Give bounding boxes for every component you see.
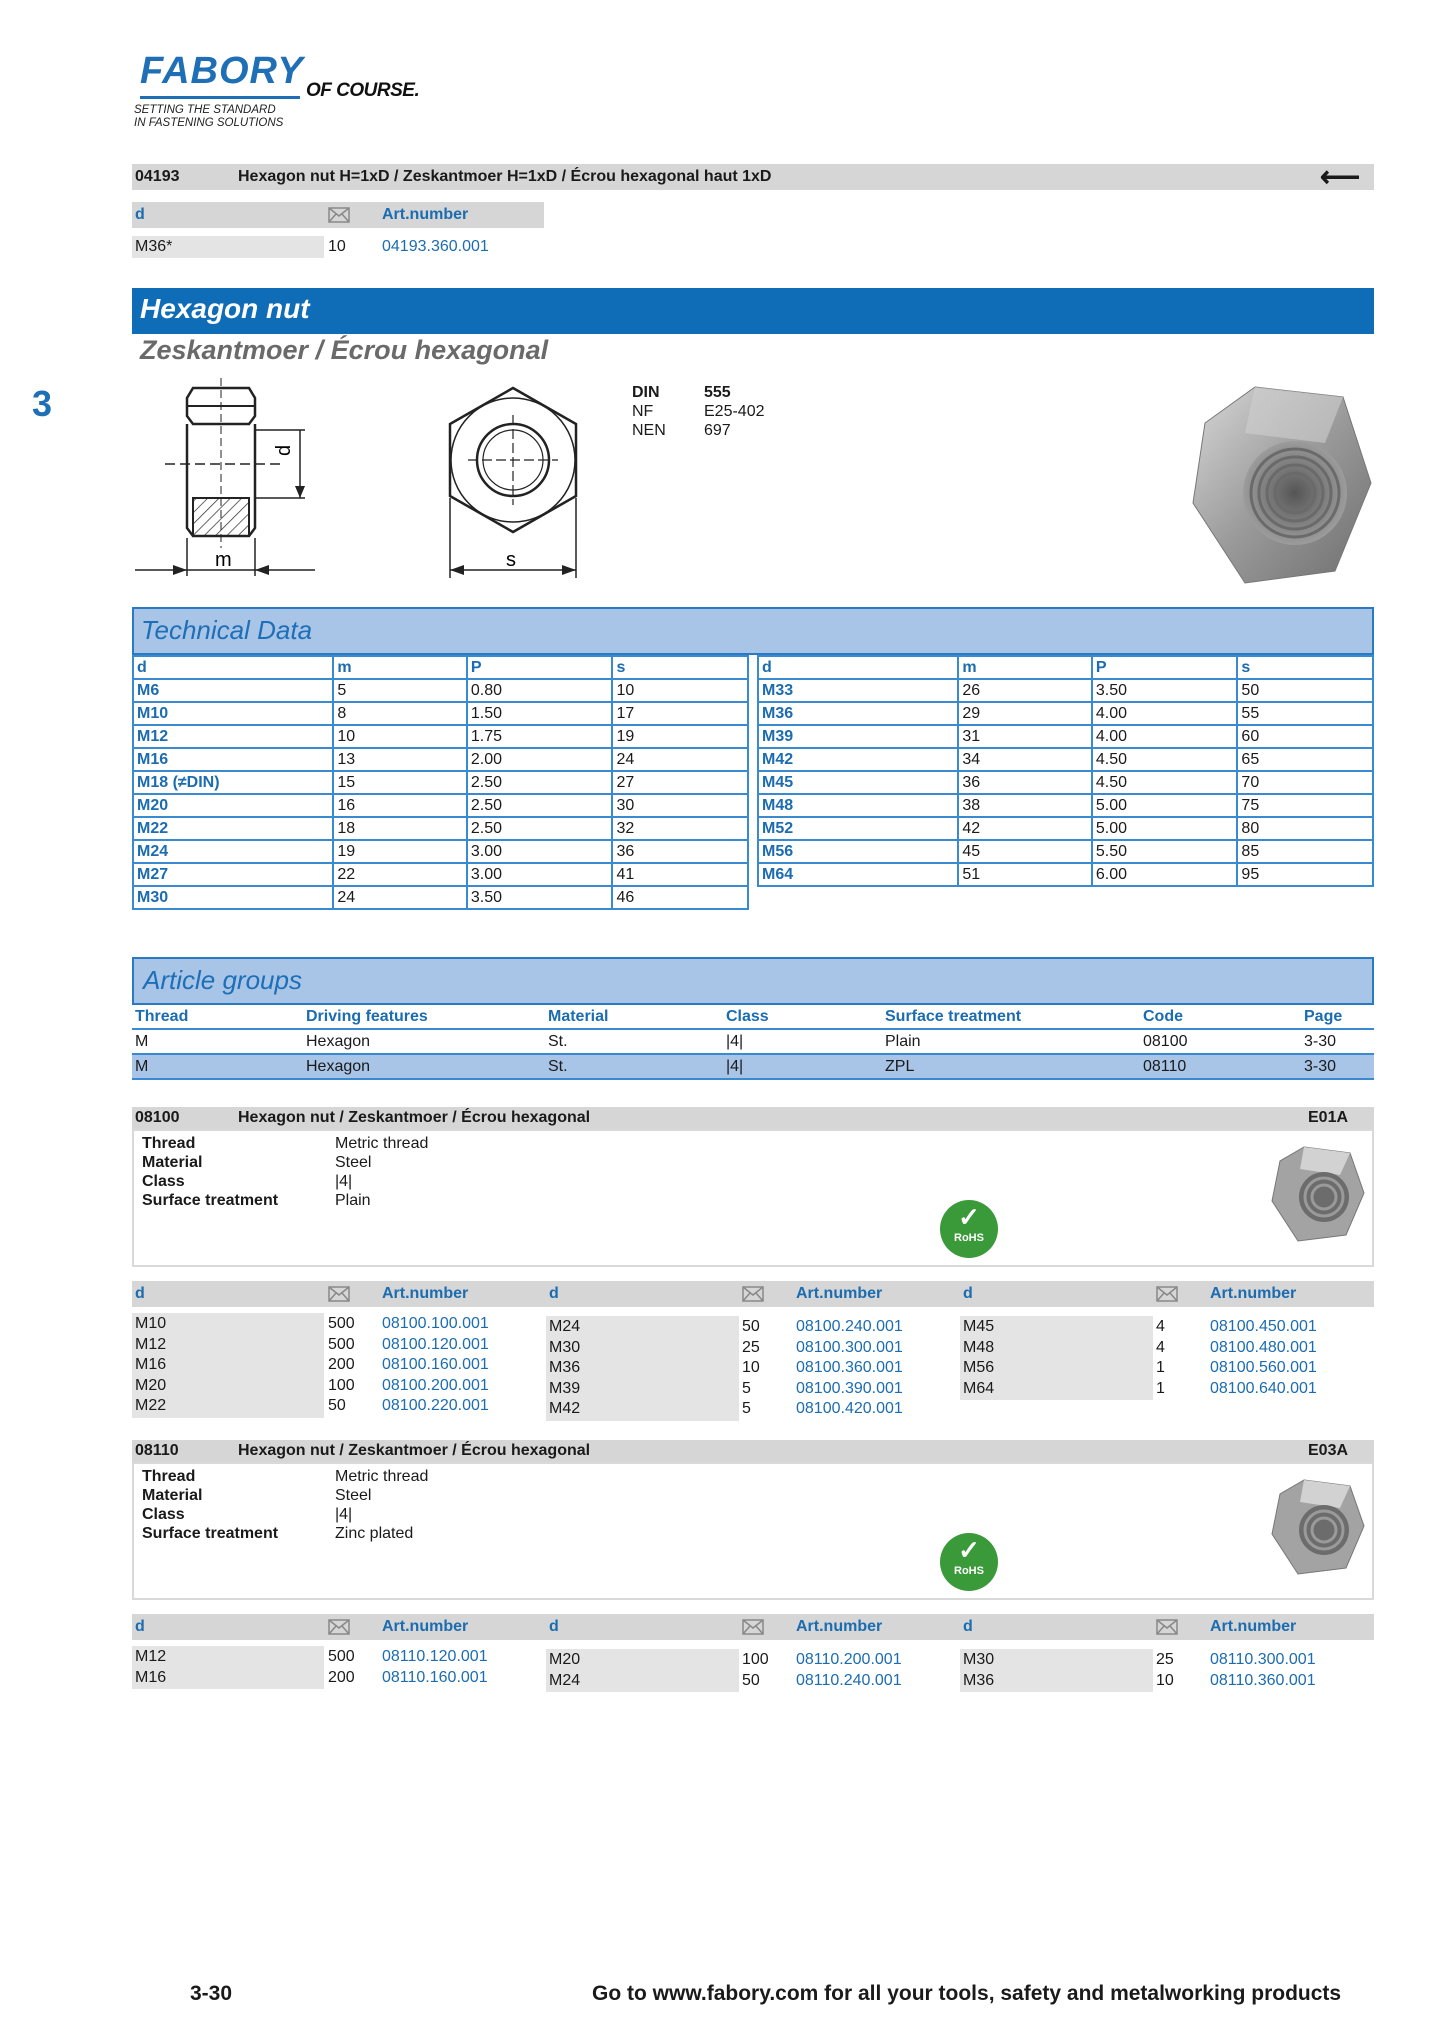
product-title: Hexagon nut / Zeskantmoer / Écrou hexagonal: [238, 1109, 591, 1126]
product-prop-label: Class: [142, 1506, 185, 1523]
listing-d: M24: [549, 1318, 581, 1335]
thread-size-cell: M16: [133, 748, 333, 771]
article-number-link[interactable]: 08110.120.001: [382, 1648, 488, 1665]
value-cell: 2.50: [467, 794, 613, 817]
standard-nf: NF E25-402: [632, 403, 765, 420]
standards-list: [632, 383, 765, 440]
check-icon: ✓: [958, 1202, 980, 1232]
value-cell: 10: [333, 725, 467, 748]
technical-data-col-header: d: [758, 656, 958, 679]
rohs-badge: [940, 1533, 998, 1591]
technical-data-row: [758, 840, 1373, 863]
value-cell: 42: [958, 817, 1092, 840]
product-prop-label: Thread: [142, 1135, 196, 1152]
product-prop-value: Plain: [335, 1192, 371, 1209]
value-cell: 8: [333, 702, 467, 725]
value-cell: 13: [333, 748, 467, 771]
article-groups-header-row: [132, 1005, 1374, 1029]
top-product-title: Hexagon nut H=1xD / Zeskantmoer H=1xD / Écrou hexagonal haut 1xD: [238, 168, 772, 185]
article-groups-table: [132, 1005, 1374, 1080]
product-ref: E01A: [1308, 1109, 1349, 1126]
listing-d: M39: [549, 1379, 581, 1397]
logo-underline: [140, 96, 300, 99]
article-group-cell: M: [132, 1054, 303, 1079]
value-cell: 0.80: [467, 679, 613, 702]
article-group-cell: |4|: [723, 1054, 882, 1079]
article-group-cell: 08110: [1140, 1054, 1301, 1079]
listing-qty: 500: [328, 1315, 355, 1332]
technical-data-row: [758, 679, 1373, 702]
value-cell: 29: [958, 702, 1092, 725]
article-group-cell: M: [132, 1029, 303, 1054]
value-cell: 75: [1237, 794, 1373, 817]
listing-col-header-d: d: [135, 1618, 145, 1635]
technical-data-row: [133, 679, 748, 702]
top-row-art-link[interactable]: 04193.360.001: [382, 238, 489, 255]
technical-data-row: [758, 794, 1373, 817]
value-cell: 3.50: [1092, 679, 1238, 702]
thread-size-cell: M36: [758, 702, 958, 725]
hex-nut-thumbnail: [1270, 1476, 1366, 1576]
listing-d: M20: [549, 1651, 581, 1668]
article-groups-header: [132, 957, 1374, 1005]
product-prop-value: Metric thread: [335, 1468, 429, 1485]
thread-size-cell: M10: [133, 702, 333, 725]
standard-din: DIN 555: [632, 384, 731, 401]
listing-d: M16: [135, 1356, 167, 1373]
value-cell: 65: [1237, 748, 1373, 771]
drawing-label-m: m: [215, 549, 232, 571]
footer-text: Go to www.fabory.com for all your tools, safety and metalworking products: [592, 1982, 1342, 2005]
article-number-link[interactable]: 08110.300.001: [1210, 1651, 1316, 1668]
product-prop-label: Thread: [142, 1468, 196, 1485]
product-prop-label: Material: [142, 1487, 203, 1504]
technical-data-row: [133, 748, 748, 771]
article-group-cell: 3-30: [1301, 1054, 1374, 1079]
top-row-d: M36*: [135, 238, 173, 255]
article-number-link[interactable]: 08100.450.001: [1210, 1318, 1317, 1335]
listing-d: M12: [135, 1648, 167, 1665]
value-cell: 31: [958, 725, 1092, 748]
product-title: Hexagon nut / Zeskantmoer / Écrou hexagonal: [238, 1442, 591, 1459]
value-cell: 1.75: [467, 725, 613, 748]
listing-qty: 200: [328, 1356, 355, 1373]
listing-col-header-d: d: [549, 1285, 559, 1302]
listing-col-header-d: d: [135, 1285, 145, 1302]
envelope-icon: [1156, 1286, 1178, 1302]
value-cell: 34: [958, 748, 1092, 771]
thread-size-cell: M18 (≠DIN): [133, 771, 333, 794]
product-prop-value: Steel: [335, 1154, 372, 1171]
value-cell: 36: [612, 840, 748, 863]
technical-data-row: [758, 748, 1373, 771]
nut-top-drawing: [428, 378, 598, 583]
value-cell: 19: [612, 725, 748, 748]
value-cell: 16: [333, 794, 467, 817]
value-cell: 2.50: [467, 771, 613, 794]
article-group-cell: St.: [545, 1029, 723, 1054]
value-cell: 95: [1237, 863, 1373, 886]
article-groups-col-header: Page: [1301, 1005, 1374, 1029]
value-cell: 45: [958, 840, 1092, 863]
value-cell: 2.50: [467, 817, 613, 840]
technical-data-col-header: P: [467, 656, 613, 679]
brand-logo: FABORY: [140, 50, 304, 92]
value-cell: 4.50: [1092, 771, 1238, 794]
listing-qty: 100: [328, 1376, 355, 1394]
listing-col-header-art: Art.number: [1210, 1285, 1297, 1302]
value-cell: 15: [333, 771, 467, 794]
listing-qty: 100: [742, 1651, 769, 1668]
technical-data-header: [132, 607, 1374, 655]
value-cell: 22: [333, 863, 467, 886]
value-cell: 41: [612, 863, 748, 886]
value-cell: 50: [1237, 679, 1373, 702]
technical-data-header-row: [758, 656, 1373, 679]
listing-d: M48: [963, 1338, 995, 1356]
product-prop-value: Steel: [335, 1487, 372, 1504]
listing-d: M30: [549, 1338, 581, 1356]
value-cell: 10: [612, 679, 748, 702]
value-cell: 4.00: [1092, 702, 1238, 725]
listing-qty: 500: [328, 1648, 355, 1665]
rohs-badge: [940, 1200, 998, 1258]
listing-qty: 25: [742, 1338, 760, 1356]
listing-d: M45: [963, 1318, 995, 1335]
listing-col-header-art: Art.number: [382, 1285, 469, 1302]
envelope-icon: [742, 1619, 764, 1635]
listing-qty: 10: [742, 1359, 760, 1376]
value-cell: 3.00: [467, 863, 613, 886]
technical-data-row: [133, 794, 748, 817]
logo-tagline: [134, 104, 283, 130]
thread-size-cell: M22: [133, 817, 333, 840]
technical-data-col-header: m: [333, 656, 467, 679]
value-cell: 5.50: [1092, 840, 1238, 863]
technical-data-header-row: [133, 656, 748, 679]
technical-data-col-header: s: [612, 656, 748, 679]
check-icon: ✓: [958, 1535, 980, 1565]
listing-qty: 25: [1156, 1651, 1174, 1668]
product-code: 08100: [135, 1109, 180, 1126]
technical-data-row: [133, 863, 748, 886]
listing-qty: 50: [328, 1397, 346, 1414]
technical-data-col-header: m: [958, 656, 1092, 679]
technical-data-row: [133, 725, 748, 748]
logo-slogan: OF COURSE.: [306, 80, 420, 101]
value-cell: 70: [1237, 771, 1373, 794]
technical-data-col-header: s: [1237, 656, 1373, 679]
product-prop-value: |4|: [335, 1173, 353, 1190]
technical-data-row: [133, 817, 748, 840]
listing-d: M24: [549, 1671, 581, 1689]
listing-qty: 4: [1156, 1318, 1165, 1335]
value-cell: 51: [958, 863, 1092, 886]
article-number-link[interactable]: 08100.120.001: [382, 1335, 489, 1353]
listing-d: M64: [963, 1379, 995, 1397]
article-group-cell: Hexagon: [303, 1054, 545, 1079]
rohs-label: RoHS: [954, 1232, 984, 1244]
article-number-link[interactable]: 08100.640.001: [1210, 1379, 1317, 1397]
listing-d: M30: [963, 1651, 995, 1668]
listing-qty: 10: [1156, 1671, 1174, 1689]
product-info-box: [132, 1462, 1374, 1600]
value-cell: 19: [333, 840, 467, 863]
article-number-link[interactable]: 08100.480.001: [1210, 1338, 1317, 1356]
thread-size-cell: M48: [758, 794, 958, 817]
article-number-link[interactable]: 08110.160.001: [382, 1668, 488, 1686]
value-cell: 32: [612, 817, 748, 840]
value-cell: 30: [612, 794, 748, 817]
article-groups-title: Article groups: [143, 965, 302, 995]
article-number-link[interactable]: 08100.420.001: [796, 1400, 903, 1417]
listing-d: M20: [135, 1376, 167, 1394]
value-cell: 2.00: [467, 748, 613, 771]
rohs-label: RoHS: [954, 1565, 984, 1577]
product-prop-value: |4|: [335, 1506, 353, 1523]
thread-size-cell: M42: [758, 748, 958, 771]
product-prop-label: Material: [142, 1154, 203, 1171]
value-cell: 24: [612, 748, 748, 771]
article-groups-col-header: Surface treatment: [882, 1005, 1140, 1029]
drawing-label-s: s: [506, 549, 516, 571]
col-header-d: d: [135, 206, 145, 223]
value-cell: 55: [1237, 702, 1373, 725]
article-number-link[interactable]: 08100.360.001: [796, 1359, 903, 1376]
tagline-line-2: IN FASTENING SOLUTIONS: [134, 117, 284, 129]
envelope-icon: [328, 1619, 350, 1635]
value-cell: 60: [1237, 725, 1373, 748]
value-cell: 5.00: [1092, 817, 1238, 840]
article-groups-col-header: Class: [723, 1005, 882, 1029]
technical-data-table-right: [757, 655, 1374, 887]
thread-size-cell: M24: [133, 840, 333, 863]
top-row-qty: 10: [328, 238, 346, 255]
value-cell: 80: [1237, 817, 1373, 840]
chapter-number: 3: [32, 383, 53, 424]
technical-data-row: [758, 702, 1373, 725]
article-group-cell: ZPL: [882, 1054, 1140, 1079]
technical-data-row: [758, 863, 1373, 886]
listing-col-header-art: Art.number: [382, 1618, 469, 1635]
listing-d: M12: [135, 1335, 167, 1353]
article-number-link[interactable]: 08100.390.001: [796, 1379, 903, 1397]
technical-data-col-header: P: [1092, 656, 1238, 679]
listing-qty: 1: [1156, 1379, 1165, 1397]
value-cell: 3.50: [467, 886, 613, 909]
listing-col-header-d: d: [549, 1618, 559, 1635]
article-group-row[interactable]: [132, 1054, 1374, 1079]
listing-qty: 1: [1156, 1359, 1165, 1376]
article-number-link[interactable]: 08100.300.001: [796, 1338, 903, 1356]
thread-size-cell: M12: [133, 725, 333, 748]
value-cell: 1.50: [467, 702, 613, 725]
technical-data-row: [758, 725, 1373, 748]
value-cell: 4.50: [1092, 748, 1238, 771]
footer-page-number: 3-30: [190, 1982, 233, 2005]
listing-d: M56: [963, 1359, 995, 1376]
listing-col-header-art: Art.number: [796, 1285, 883, 1302]
value-cell: 4.00: [1092, 725, 1238, 748]
listing-qty: 50: [742, 1318, 760, 1335]
envelope-icon: [328, 207, 350, 223]
listing-col-header-d: d: [963, 1285, 973, 1302]
technical-data-table-left: [132, 655, 749, 910]
article-groups-col-header: Driving features: [303, 1005, 545, 1029]
article-number-link[interactable]: 08100.560.001: [1210, 1359, 1317, 1376]
technical-data-row: [133, 840, 748, 863]
listing-d: M16: [135, 1668, 167, 1686]
thread-size-cell: M20: [133, 794, 333, 817]
tagline-line-1: SETTING THE STANDARD: [134, 104, 276, 116]
article-group-row[interactable]: [132, 1029, 1374, 1054]
article-number-link[interactable]: 08110.200.001: [796, 1651, 902, 1668]
value-cell: 38: [958, 794, 1092, 817]
article-number-link[interactable]: 08100.240.001: [796, 1318, 903, 1335]
nut-side-drawing: [135, 378, 325, 583]
article-group-cell: 3-30: [1301, 1029, 1374, 1054]
product-code: 08110: [135, 1442, 179, 1459]
listing-d: M10: [135, 1315, 167, 1332]
technical-data-col-header: d: [133, 656, 333, 679]
article-groups-col-header: Material: [545, 1005, 723, 1029]
hero-subtitle: Zeskantmoer / Écrou hexagonal: [140, 335, 549, 365]
article-number-link[interactable]: 08110.360.001: [1210, 1671, 1316, 1689]
product-info-box: [132, 1129, 1374, 1267]
envelope-icon: [328, 1286, 350, 1302]
article-group-cell: 08100: [1140, 1029, 1301, 1054]
value-cell: 36: [958, 771, 1092, 794]
listing-qty: 50: [742, 1671, 760, 1689]
listing-qty: 4: [1156, 1338, 1165, 1356]
listing-d: M42: [549, 1400, 581, 1417]
thread-size-cell: M45: [758, 771, 958, 794]
article-groups-col-header: Code: [1140, 1005, 1301, 1029]
value-cell: 26: [958, 679, 1092, 702]
thread-size-cell: M64: [758, 863, 958, 886]
value-cell: 5: [333, 679, 467, 702]
listing-qty: 5: [742, 1379, 751, 1397]
hero-bar: [132, 288, 1374, 334]
hex-nut-thumbnail: [1270, 1143, 1366, 1243]
article-number-link[interactable]: 08100.100.001: [382, 1315, 489, 1332]
listing-qty: 200: [328, 1668, 355, 1686]
value-cell: 5.00: [1092, 794, 1238, 817]
article-group-cell: Plain: [882, 1029, 1140, 1054]
top-product-code: 04193: [135, 168, 180, 185]
col-header-art: Art.number: [382, 206, 469, 223]
technical-data-row: [133, 702, 748, 725]
listing-qty: 500: [328, 1335, 355, 1353]
listing-col-header-art: Art.number: [1210, 1618, 1297, 1635]
product-prop-label: Surface treatment: [142, 1192, 279, 1209]
article-number-link[interactable]: 08100.220.001: [382, 1397, 489, 1414]
article-number-link[interactable]: 08100.200.001: [382, 1376, 489, 1394]
listing-d: M22: [135, 1397, 167, 1414]
hero-title: Hexagon nut: [140, 293, 310, 324]
value-cell: 3.00: [467, 840, 613, 863]
thread-size-cell: M30: [133, 886, 333, 909]
article-group-cell: |4|: [723, 1029, 882, 1054]
thread-size-cell: M39: [758, 725, 958, 748]
listing-col-header-d: d: [963, 1618, 973, 1635]
value-cell: 18: [333, 817, 467, 840]
value-cell: 24: [333, 886, 467, 909]
technical-data-row: [758, 817, 1373, 840]
thread-size-cell: M56: [758, 840, 958, 863]
envelope-icon: [1156, 1619, 1178, 1635]
thread-size-cell: M33: [758, 679, 958, 702]
back-arrow-icon[interactable]: ⟵: [1320, 161, 1361, 192]
article-number-link[interactable]: 08110.240.001: [796, 1671, 902, 1689]
value-cell: 46: [612, 886, 748, 909]
technical-data-title: Technical Data: [141, 615, 313, 645]
listing-qty: 5: [742, 1400, 751, 1417]
envelope-icon: [742, 1286, 764, 1302]
technical-data-row: [133, 886, 748, 909]
thread-size-cell: M52: [758, 817, 958, 840]
technical-data-row: [758, 771, 1373, 794]
thread-size-cell: M6: [133, 679, 333, 702]
hex-nut-photo: [1185, 383, 1375, 593]
value-cell: 17: [612, 702, 748, 725]
product-prop-value: Metric thread: [335, 1135, 429, 1152]
listing-col-header-art: Art.number: [796, 1618, 883, 1635]
article-groups-col-header: Thread: [132, 1005, 303, 1029]
product-ref: E03A: [1308, 1442, 1349, 1459]
product-prop-label: Surface treatment: [142, 1525, 279, 1542]
drawing-label-d: d: [273, 444, 295, 456]
listing-d: M36: [549, 1359, 581, 1376]
article-group-cell: Hexagon: [303, 1029, 545, 1054]
article-group-cell: St.: [545, 1054, 723, 1079]
product-prop-label: Class: [142, 1173, 185, 1190]
listing-d: M36: [963, 1671, 995, 1689]
standard-nen: NEN 697: [632, 422, 731, 439]
value-cell: 27: [612, 771, 748, 794]
thread-size-cell: M27: [133, 863, 333, 886]
product-prop-value: Zinc plated: [335, 1525, 414, 1542]
article-number-link[interactable]: 08100.160.001: [382, 1356, 489, 1373]
technical-data-row: [133, 771, 748, 794]
value-cell: 85: [1237, 840, 1373, 863]
value-cell: 6.00: [1092, 863, 1238, 886]
